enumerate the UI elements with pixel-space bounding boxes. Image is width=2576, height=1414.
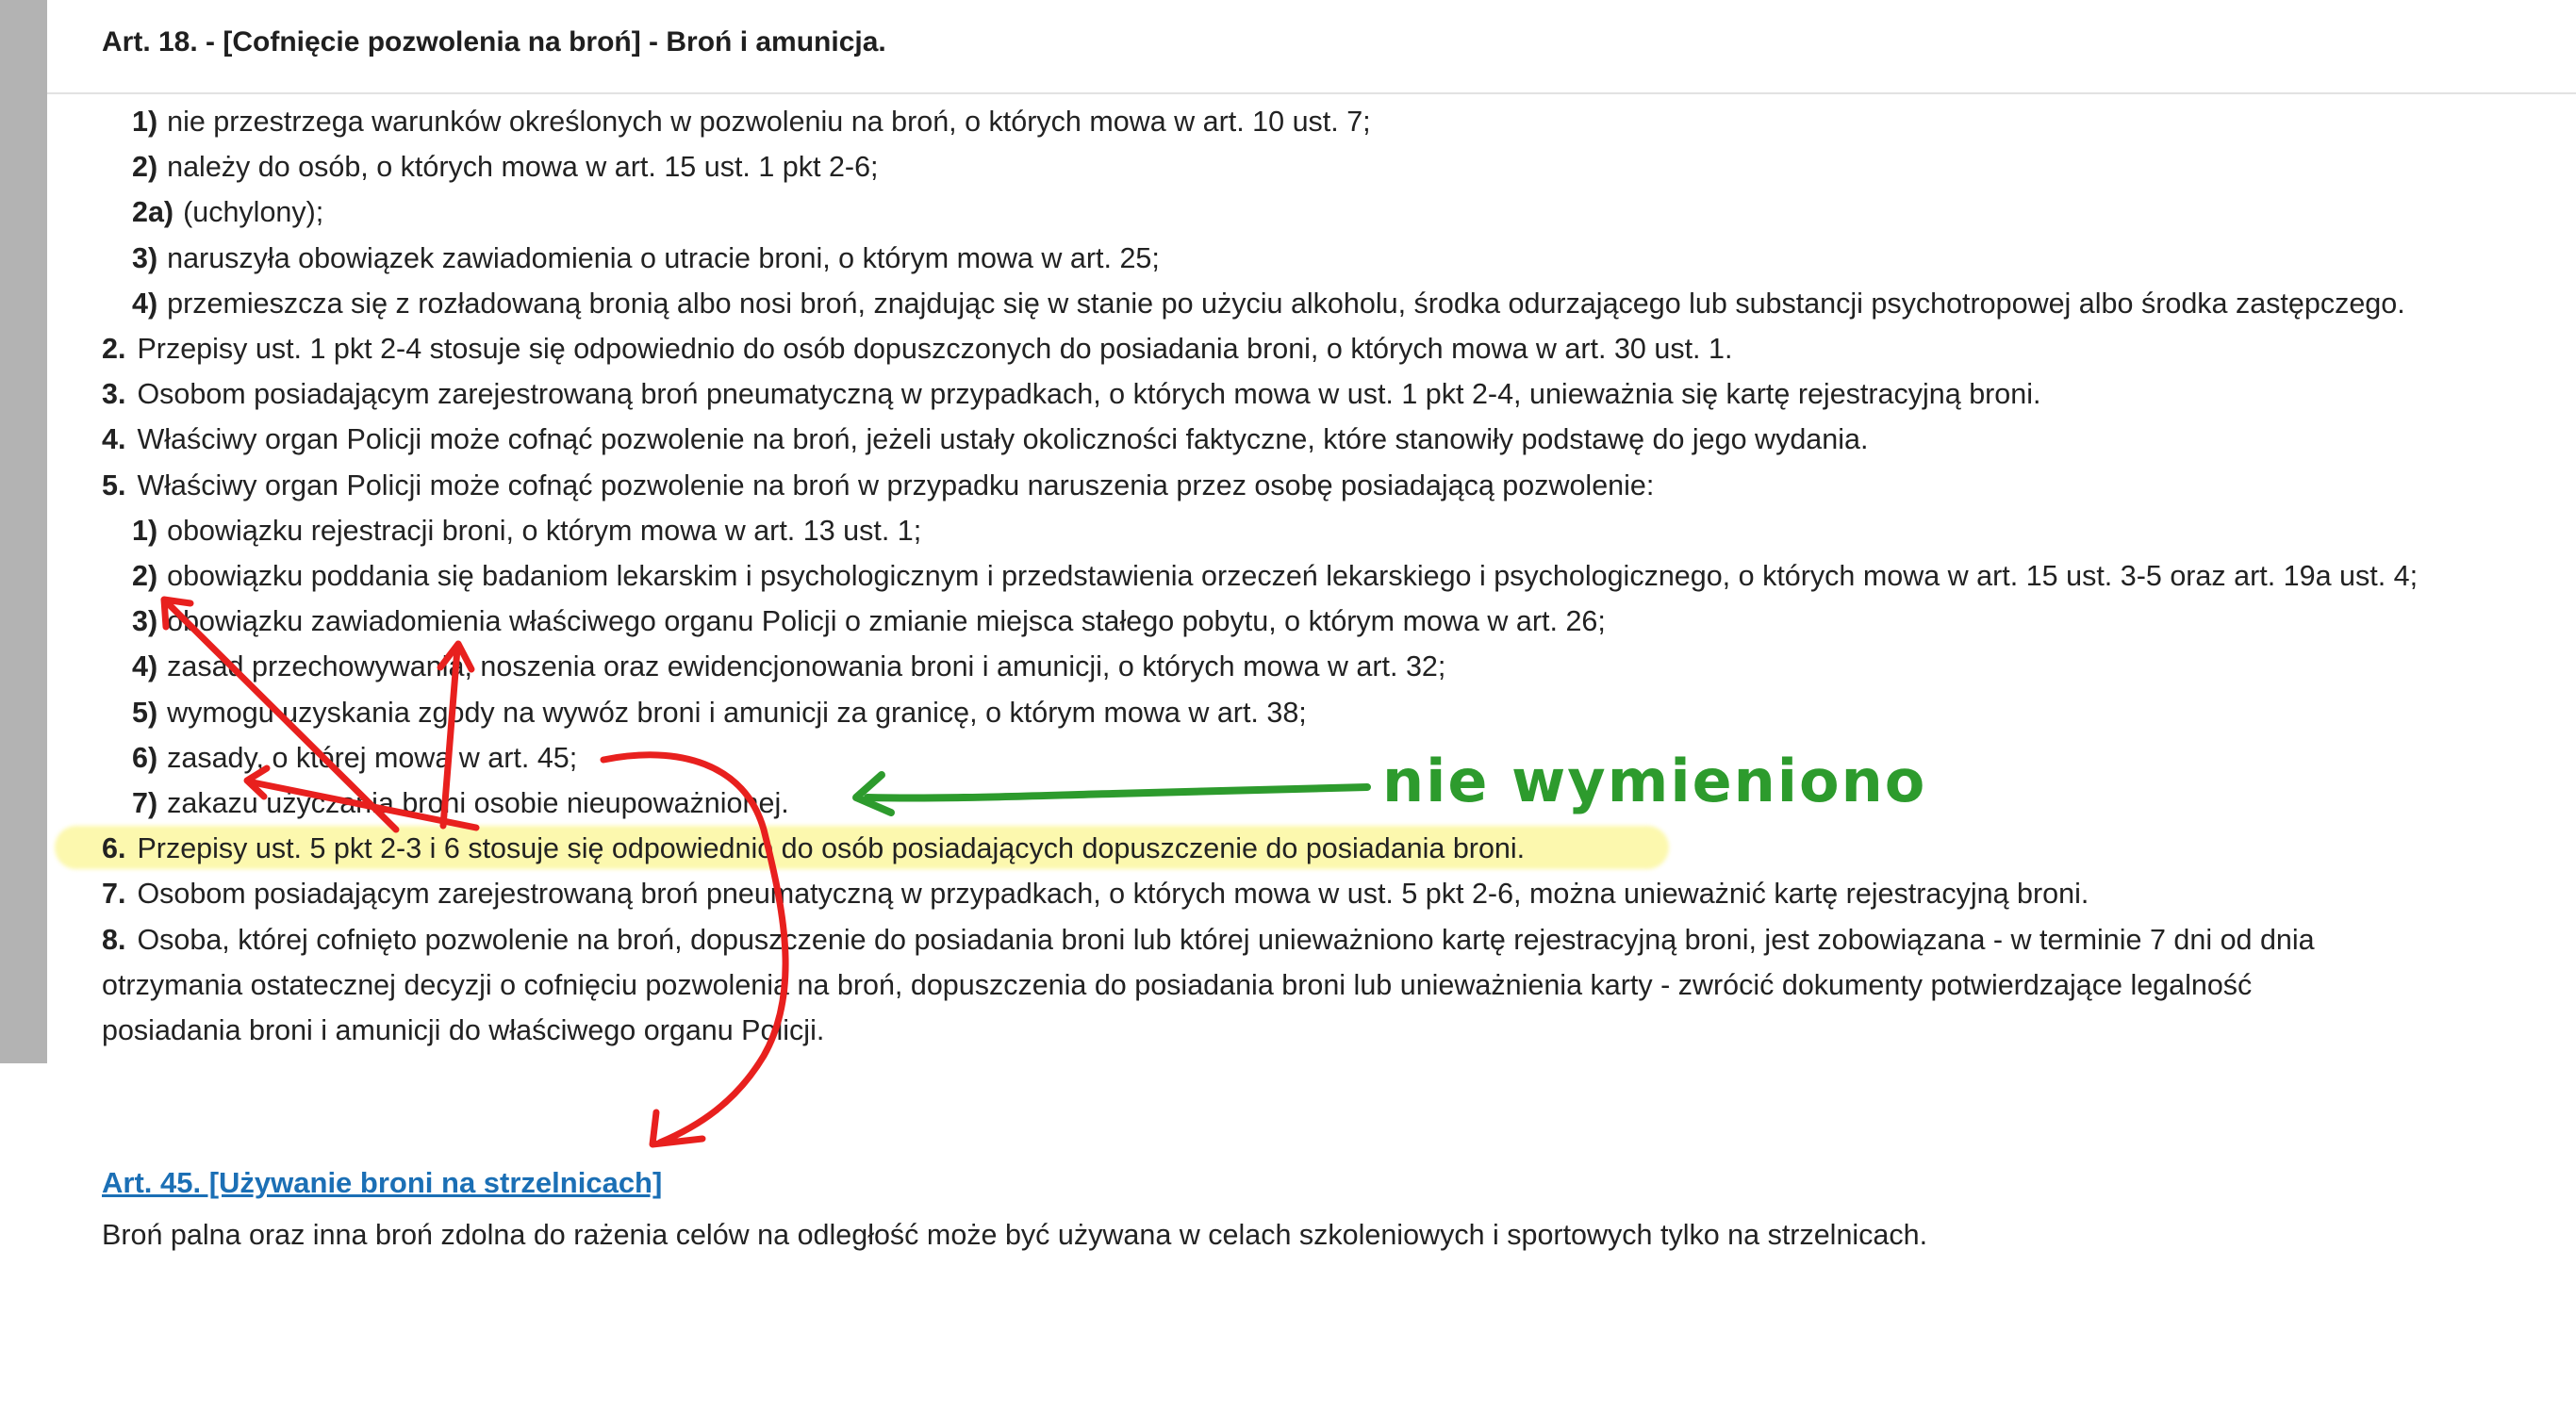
paragraph-text: Przepisy ust. 5 pkt 2-3 i 6 stosuje się odpowiednio do osób posiadających dopuszczenie do posiadania broni.	[137, 832, 1526, 865]
red-arrow-to-art-45	[603, 755, 785, 1143]
paragraph-number: 6.	[102, 832, 126, 865]
item-text: przemieszcza się z rozładowaną bronią albo nosi broń, znajdując się w stanie po użyciu alkoholu, środka odurzającego lub substancji psychotropowej albo środka zastępczego.	[167, 287, 2405, 320]
paragraph-number: 2.	[102, 333, 126, 366]
item-number: 2a)	[132, 196, 174, 229]
red-arrow-to-item-2	[168, 603, 396, 830]
paragraph-number: 7.	[102, 878, 126, 911]
red-arrow-to-item-3	[443, 649, 457, 826]
item-number: 1)	[132, 514, 158, 547]
paragraph-text: posiadania broni i amunicji do właściwego organu Policji.	[102, 1014, 825, 1047]
item-text: wymogu uzyskania zgody na wywóz broni i amunicji za granicę, o którym mowa w art. 38;	[167, 696, 1307, 729]
green-arrow-shaft	[867, 787, 1367, 798]
paragraph-text: otrzymania ostatecznej decyzji o cofnięciu pozwolenia na broń, dopuszczenia do posiadania broni lub unieważnienia karty - zwrócić dokumenty potwierdzające legalność	[102, 968, 2253, 1001]
item-number: 4)	[132, 650, 158, 683]
item-text: obowiązku poddania się badaniom lekarskim i psychologicznym i przedstawienia orzeczeń lekarskiego i psychologicznego, o których mowa w art. 15 ust. 3-5 oraz art. 19a ust. 4;	[167, 560, 2419, 593]
item-number: 5)	[132, 696, 158, 729]
item-number: 6)	[132, 741, 158, 774]
item-text: zakazu użyczania broni osobie nieupoważnionej.	[167, 787, 789, 820]
item-number: 7)	[132, 787, 158, 820]
article-45-link[interactable]: Art. 45. [Używanie broni na strzelnicach]	[102, 1166, 663, 1199]
item-text: obowiązku rejestracji broni, o którym mowa w art. 13 ust. 1;	[167, 514, 922, 547]
paragraph-number: 8.	[102, 923, 126, 956]
paragraph-text: Osobom posiadającym zarejestrowaną broń pneumatyczną w przypadkach, o których mowa w ust. 1 pkt 2-4, unieważnia się kartę rejestracyjną broni.	[137, 378, 2041, 411]
item-number: 2)	[132, 560, 158, 593]
paragraph-text: Osoba, której cofnięto pozwolenie na broń, dopuszczenie do posiadania broni lub której unieważniono kartę rejestracyjną broni, jest zobowiązana - w terminie 7 dni od dnia	[137, 923, 2315, 956]
item-text: nie przestrzega warunków określonych w pozwoleniu na broń, o których mowa w art. 10 ust. 7;	[167, 106, 1371, 138]
item-text: zasad przechowywania, noszenia oraz ewidencjonowania broni i amunicji, o których mowa w art. 32;	[167, 650, 1446, 683]
item-text: naruszyła obowiązek zawiadomienia o utracie broni, o którym mowa w art. 25;	[167, 241, 1160, 274]
item-text: obowiązku zawiadomienia właściwego organu Policji o zmianie miejsca stałego pobytu, o którym mowa w art. 26;	[167, 605, 1606, 638]
item-number: 1)	[132, 106, 158, 138]
paragraph-text: Przepisy ust. 1 pkt 2-4 stosuje się odpowiednio do osób dopuszczonych do posiadania broni, o których mowa w art. 30 ust. 1.	[137, 333, 1733, 366]
item-number: 3)	[132, 605, 158, 638]
paragraph-number: 4.	[102, 423, 126, 456]
item-text: (uchylony);	[183, 196, 324, 229]
paragraph-text: Właściwy organ Policji może cofnąć pozwolenie na broń w przypadku naruszenia przez osobę posiadającą pozwolenie:	[137, 469, 1655, 501]
item-number: 4)	[132, 287, 158, 320]
green-arrowhead	[856, 775, 891, 813]
item-text: należy do osób, o których mowa w art. 15 ust. 1 pkt 2-6;	[167, 151, 879, 184]
annotation-label: nie wymieniono	[1382, 747, 1927, 815]
item-number: 3)	[132, 241, 158, 274]
article-45-text: Broń palna oraz inna broń zdolna do rażenia celów na odległość może być używana w celach szkoleniowych i sportowych tylko na strzelnicach.	[102, 1219, 1928, 1251]
item-number: 2)	[132, 151, 158, 184]
item-text: zasady, o której mowa w art. 45;	[167, 741, 578, 774]
paragraph-number: 3.	[102, 378, 126, 411]
page-title: Art. 18. - [Cofnięcie pozwolenia na broń] - Broń i amunicja.	[102, 26, 886, 58]
paragraph-text: Osobom posiadającym zarejestrowaną broń pneumatyczną w przypadkach, o których mowa w ust. 5 pkt 2-6, można unieważnić kartę rejestracyjną broni.	[137, 878, 2089, 911]
paragraph-text: Właściwy organ Policji może cofnąć pozwolenie na broń, jeżeli ustały okoliczności faktyczne, które stanowiły podstawę do jego wydania.	[137, 423, 1869, 456]
paragraph-number: 5.	[102, 469, 126, 501]
